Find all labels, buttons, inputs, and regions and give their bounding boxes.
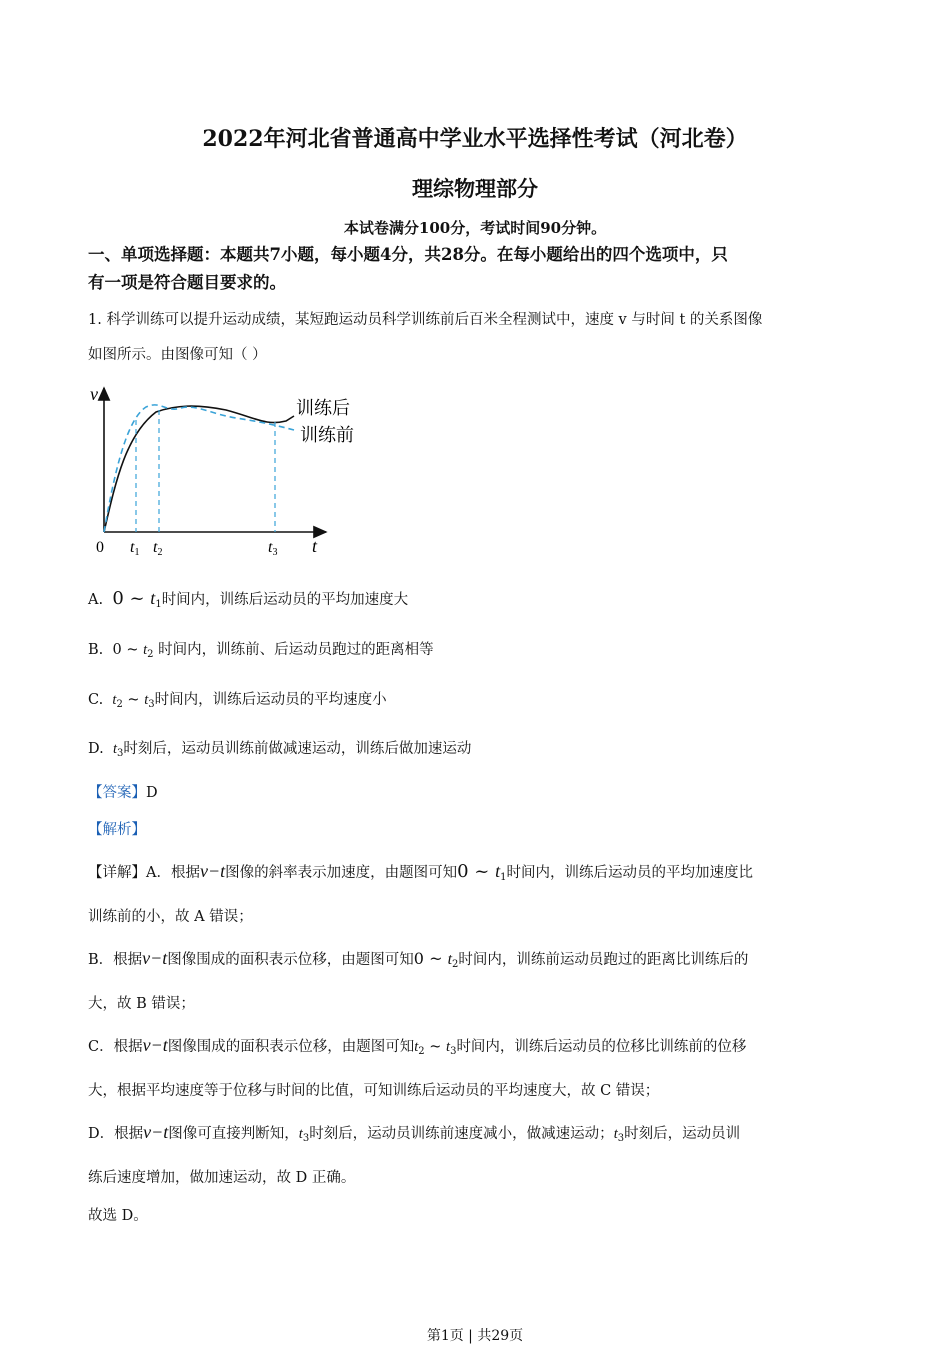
detail-c-line2: 大，根据平均速度等于位移与时间的比值，可知训练后运动员的平均速度大，故 C 错误； [88,1083,660,1099]
page-subtitle: 理综物理部分 [412,176,538,201]
option-a: A. 0 ~ $t_1$时间内，训练后运动员的平均加速度大 [88,588,409,610]
detail-d-line2: 练后速度增加，做加速运动，故 D 正确。 [88,1170,356,1186]
section-heading-line1: 一、单项选择题：本题共7小题，每小题4分，共28分。在每小题给出的四个选项中，只 [88,245,728,264]
conclusion: 故选 D。 [88,1208,148,1224]
detail-tag: 【详解】 [88,865,146,881]
question-1-line1: 1. 科学训练可以提升运动成绩，某短跑运动员科学训练前后百米全程测试中，速度 v 与时间 t 的关系图像 [88,312,763,328]
t2-label: t2 [153,539,163,558]
before-training-label: 训练前 [300,425,354,446]
vt-graph [86,380,376,560]
y-axis-label: v [90,384,98,404]
analysis-tag: 【解析】 [88,822,146,838]
t3-label: t3 [268,539,278,558]
section-heading-line2: 有一项是符合题目要求的。 [88,273,286,292]
option-d: D. $t_3$时刻后，运动员训练前做减速运动，训练后做加速运动 [88,741,472,759]
detail-b-line2: 大，故 B 错误； [88,996,195,1012]
page-title: 2022年河北省普通高中学业水平选择性考试（河北卷） [202,126,748,152]
detail-a-line2: 训练前的小，故 A 错误； [88,909,253,925]
x-axis-label: t [312,536,318,556]
after-training-label: 训练后 [296,398,350,419]
t1-label: t1 [130,539,140,558]
answer-value: D [146,785,158,801]
detail-c-line1: C．根据v−t图像围成的面积表示位移，由题图可知$t_2$ ~ $t_3$时间内，训练后运动员的位移比训练前的位移 [88,1035,747,1057]
option-c: C. $t_2$ ~ $t_3$时间内，训练后运动员的平均速度小 [88,692,387,710]
question-1-line2: 如图所示。由图像可知（ ） [88,347,267,363]
option-b: B. 0 ~ $t_2$ 时间内，训练前、后运动员跑过的距离相等 [88,642,434,660]
answer-tag: 【答案】 [88,785,146,801]
answer [88,781,158,802]
origin-label: 0 [96,539,104,556]
detail-a-line1: 【详解】A．根据v−t图像的斜率表示加速度，由题图可知0 ~ $t_1$时间内，训练后运动员的平均加速度比 [88,861,753,883]
detail-b-line1: B．根据v−t图像围成的面积表示位移，由题图可知0 ~ $t_2$时间内，训练前运动员跑过的距离比训练后的 [88,948,749,970]
exam-info: 本试卷满分100分，考试时间90分钟。 [343,219,607,237]
page-footer: 第1页 | 共29页 [426,1328,524,1344]
detail-d-line1: D．根据v−t图像可直接判断知，$t_3$时刻后，运动员训练前速度减小，做减速运动；$t_3$时刻后，运动员训 [88,1122,741,1144]
curve-before-training [104,405,294,532]
